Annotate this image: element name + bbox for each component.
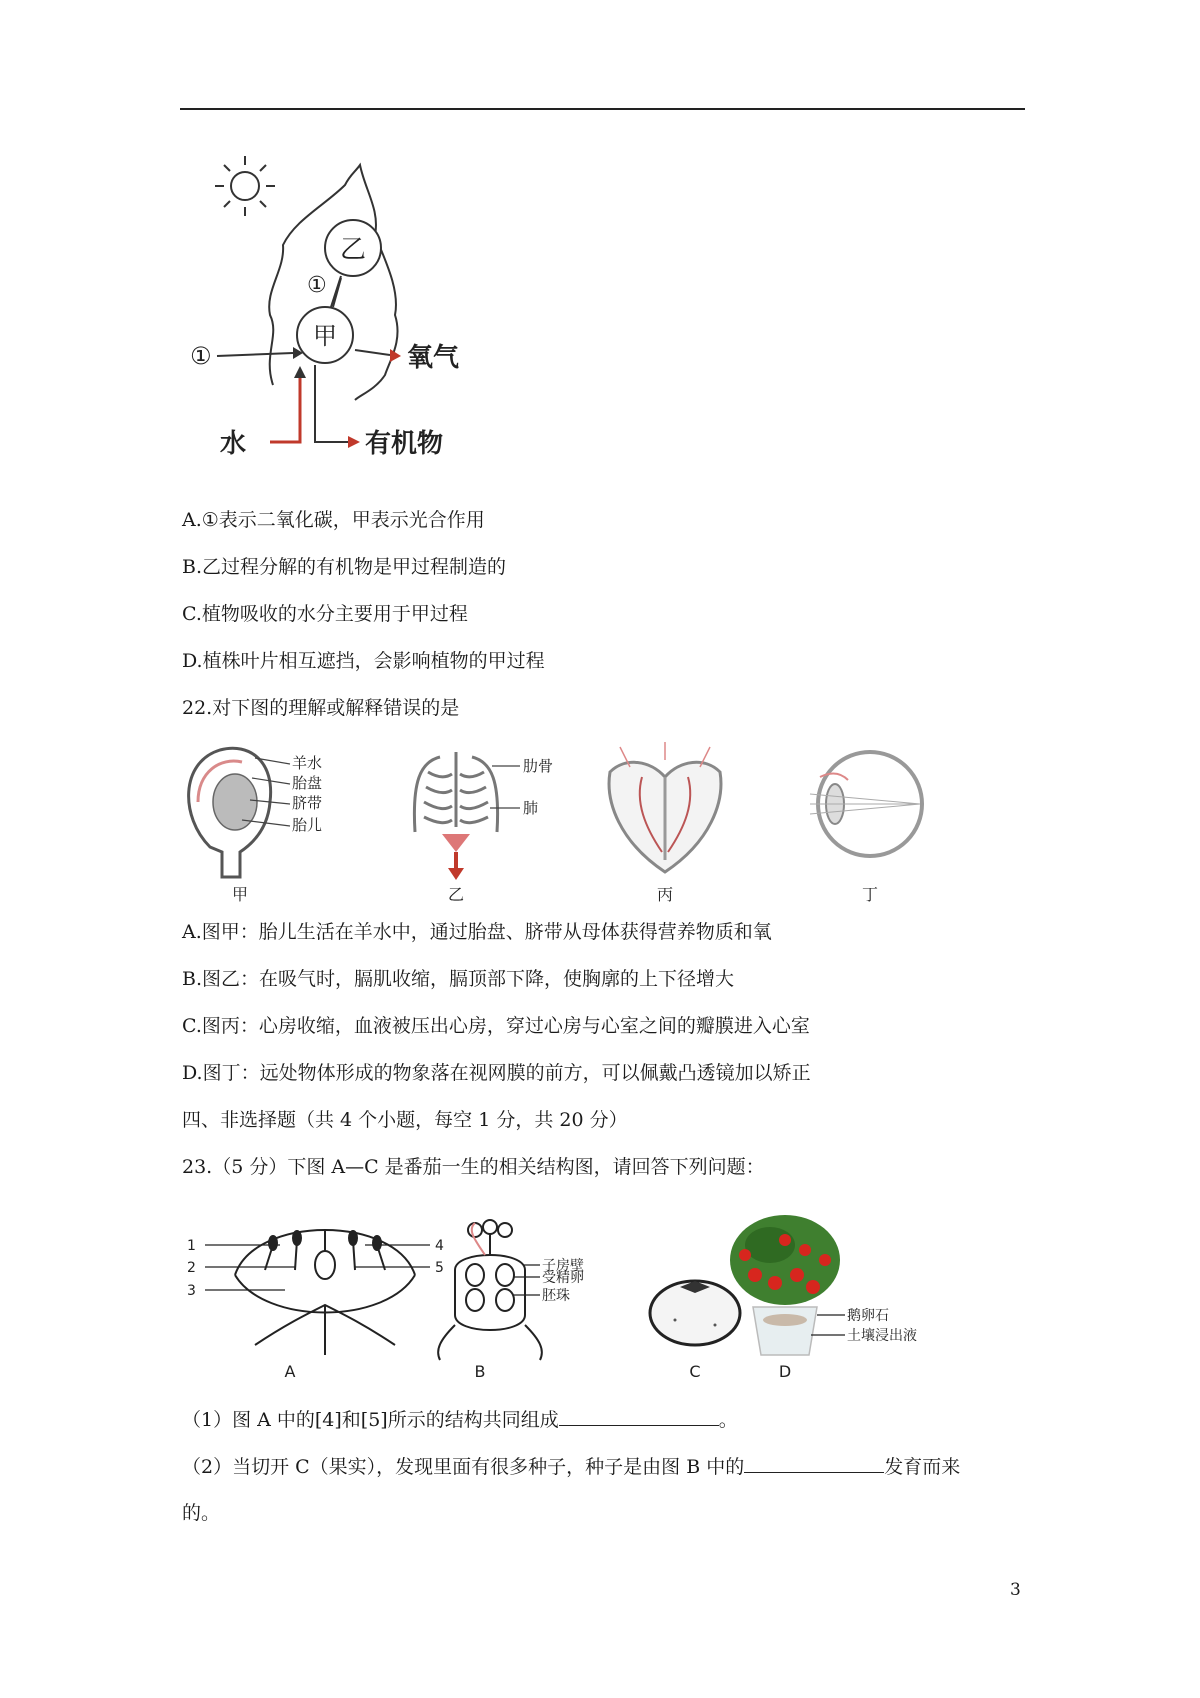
yi-to-jia-arrow [333,278,341,307]
heart-diagram [609,742,721,872]
fetus-label-amniotic: 羊水 [292,754,323,772]
q22-option-c: C.图丙：心房收缩，血液被压出心房，穿过心房与心室之间的瓣膜进入心室 [182,1015,810,1037]
sun-icon [215,156,275,216]
organic-arrowhead [348,436,360,448]
pot-caption: D [778,1362,792,1381]
pot-label-soil-extract: 土壤浸出液 [847,1328,917,1344]
fetus-label-placenta: 胎盘 [292,774,323,792]
heart-caption: 丙 [656,885,674,902]
q22-option-a: A.图甲：胎儿生活在羊水中，通过胎盘、脐带从母体获得营养物质和氧 [182,921,772,943]
tomato-caption: C [689,1362,701,1381]
q23-sub2-text: （2）当切开 C（果实），发现里面有很多种子，种子是由图 B 中的 [182,1456,745,1478]
q23-sub2 [182,1452,960,1481]
organic-out-arrow [315,365,350,442]
header-rule [180,108,1025,110]
oxygen-label: 氧气 [407,343,460,373]
fetus-caption: 甲 [231,885,249,902]
q23-sub2-end: 发育而来 [884,1456,961,1478]
process-jia-label: 甲 [313,322,337,350]
q22-option-b: B.图乙：在吸气时，膈肌收缩，膈顶部下降，使胸廓的上下径增大 [182,968,735,990]
section-heading: 四、非选择题（共 4 个小题，每空 1 分，共 20 分） [182,1109,628,1131]
co2-in-arrow [217,353,293,356]
flower-caption: A [284,1362,296,1381]
oxygen-out-arrow [355,350,390,355]
q23-sub1-text: （1）图 A 中的[4]和[5]所示的结构共同组成 [182,1409,559,1431]
q23-sub1-answer-blank[interactable] [559,1405,719,1426]
water-arrowhead [294,366,306,378]
flower-number-2: 2 [187,1260,196,1276]
chest-label-lung: 肺 [523,799,539,817]
flower-diagram [205,1230,430,1355]
oxygen-arrowhead [390,349,401,362]
chest-label-rib: 肋骨 [523,757,554,775]
page-number: 3 [1010,1580,1021,1600]
q22-option-d: D.图丁：远处物体形成的物象落在视网膜的前方，可以佩戴凸透镜加以矫正 [182,1062,811,1084]
ovary-label-ovule: 胚珠 [542,1288,570,1304]
ovary-label-zygote: 受精卵 [542,1270,584,1286]
fetus-label-cord: 脐带 [292,794,323,812]
water-in-arrow [270,375,300,442]
q21-option-c: C.植物吸收的水分主要用于甲过程 [182,603,468,625]
q23-figure [185,1215,985,1385]
flower-number-1: 1 [187,1238,196,1254]
outer-circle-1-label: ① [190,342,212,370]
ovary-diagram [438,1220,542,1360]
q23-sub2-continuation: 的。 [182,1502,221,1524]
flower-number-4: 4 [435,1238,444,1254]
flower-number-5: 5 [435,1260,444,1276]
leaf-outline [269,165,397,400]
organic-label: 有机物 [365,429,444,459]
ribcage-diagram [414,752,497,880]
ovary-caption: B [474,1362,486,1381]
inner-circle-1-label: ① [307,273,327,298]
process-yi-label: 乙 [339,235,367,265]
tomato-fruit [650,1281,740,1345]
flower-number-3: 3 [187,1283,196,1299]
q23-stem: 23.（5 分）下图 A—C 是番茄一生的相关结构图，请回答下列问题： [182,1156,765,1178]
q22-figure [180,742,980,902]
q22-stem: 22.对下图的理解或解释错误的是 [182,697,460,719]
fetus-diagram [189,748,322,902]
q23-sub1 [182,1405,738,1434]
q21-option-b: B.乙过程分解的有机物是甲过程制造的 [182,556,507,578]
eye-diagram [810,752,922,856]
chest-caption: 乙 [447,885,465,902]
q21-option-d: D.植株叶片相互遮挡，会影响植物的甲过程 [182,650,545,672]
pot-label-pebbles: 鹅卵石 [847,1308,889,1324]
q23-sub1-end: 。 [718,1409,738,1431]
q21-option-a: A.①表示二氧化碳，甲表示光合作用 [182,509,485,531]
fetus-label-fetus: 胎儿 [292,816,323,834]
potted-tomato-plant [730,1215,845,1355]
water-label: 水 [220,429,247,459]
eye-caption: 丁 [861,885,879,902]
leaf-process-figure [185,150,525,485]
q23-sub2-answer-blank[interactable] [744,1452,884,1473]
ovary-label-wall: 子房壁 [542,1258,584,1274]
